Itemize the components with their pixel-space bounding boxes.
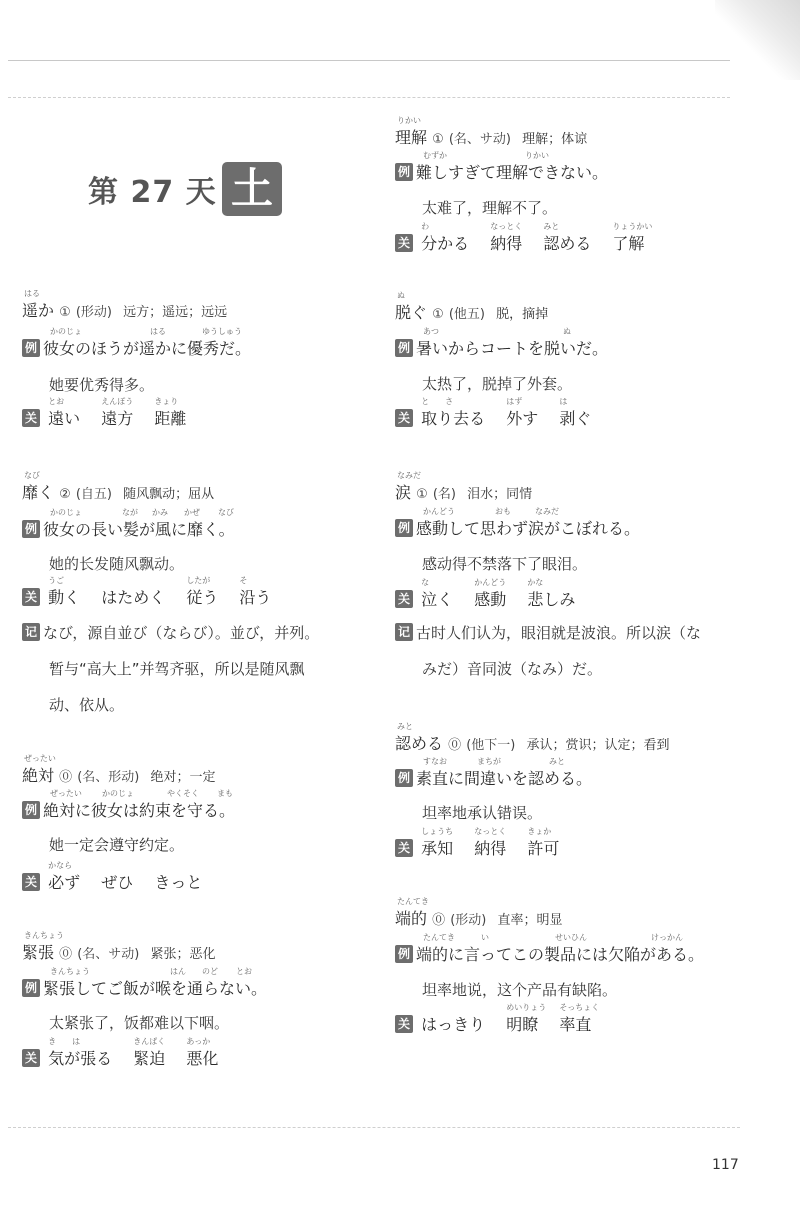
example-translation: 她的长发随风飘动。 [49,555,185,573]
related-ruby: は [559,397,568,406]
related-word: はっきり [421,1015,486,1034]
related-ruby: えんぽう [101,397,134,406]
related-ruby: なっとく [474,827,507,836]
related-word: は 剥ぐ [559,397,592,428]
page-number: 117 [712,1157,739,1173]
related-tag: 关 [22,588,40,606]
top-rule [8,60,730,61]
related-ruby: き は [48,1037,81,1046]
note-line-1: なび，源自並び（ならび）。並び，并列。 [43,624,320,642]
related-tag: 关 [395,839,413,857]
accent-mark: ② [59,487,71,502]
note-tag: 记 [22,623,40,641]
example-tag: 例 [22,979,40,997]
head-word-ruby: ぜったい [24,754,56,763]
note-line-2: 暂与“高大上”并驾齐驱，所以是随风飘 [49,660,305,678]
meaning: 绝对；一定 [150,770,216,785]
head-word: 遥か [22,301,55,320]
example-ruby-1: すなお [423,757,447,766]
example-sentence: 暑いからコートを脱いだ。 [416,339,609,358]
example-ruby-2: りかい [525,151,549,160]
related-word: みと 認める [543,222,592,253]
related-word: かなら 必ず [48,861,81,892]
head-word-ruby: はる [24,289,40,298]
related-word: しょうち 承知 [421,827,454,858]
related-word: とお 遠い [48,397,81,428]
related-tag: 关 [395,590,413,608]
example-ruby-4: まも [217,789,233,798]
related-word: と さ 取り去る [421,397,486,428]
related-ruby: りょうかい [612,222,653,231]
example-tag: 例 [395,519,413,537]
related-tag: 关 [22,1049,40,1067]
example-sentence: 難しすぎて理解できない。 [416,163,609,182]
example-sentence: 素直に間違いを認める。 [416,769,593,788]
example-ruby-3: なみだ [535,507,559,516]
related-word: きょり 距離 [154,397,187,428]
example-translation: 她一定会遵守约定。 [49,836,185,854]
related-word: したが 従う [186,576,219,607]
head-word-ruby: りかい [397,116,421,125]
accent-mark: ① [416,487,428,502]
head-word: 緊張 [22,943,55,962]
part-of-speech: (名、サ动) [77,947,140,962]
note-line-2: みだ）音同波（なみ）だ。 [422,660,603,678]
related-ruby: あっか [186,1037,211,1046]
accent-mark: ① [432,132,444,147]
related-tag: 关 [395,409,413,427]
part-of-speech: (名) [432,487,457,502]
related-ruby: そ [239,576,248,585]
related-ruby: わ [421,222,430,231]
example-sentence: 彼女のほうが遥かに優秀だ。 [43,339,252,358]
related-tag: 关 [22,409,40,427]
meaning: 远方；遥远；远远 [123,305,228,320]
head-word: 涙 [395,483,412,502]
related-word: わ 分かる [421,222,470,253]
related-word: そ 沿う [239,576,272,607]
related-ruby: とお [48,397,65,406]
part-of-speech: (自五) [75,487,113,502]
example-ruby-3: やくそく [167,789,199,798]
accent-mark: ⓪ [432,913,446,928]
example-tag: 例 [22,801,40,819]
head-word-ruby: ぬ [397,291,405,300]
accent-mark: ⓪ [59,770,73,785]
related-ruby: しょうち [421,827,454,836]
meaning: 紧张；恶化 [150,947,216,962]
head-word: 絶対 [22,766,55,785]
head-word: 理解 [395,128,428,147]
related-ruby: かなら [48,861,73,870]
related-word: かんどう 感動 [474,578,507,609]
example-ruby-4: けっかん [651,933,683,942]
example-tag: 例 [395,945,413,963]
meaning: 泪水；同情 [467,487,533,502]
example-translation: 太难了，理解不了。 [422,199,558,217]
example-ruby-1: かのじょ [50,508,82,517]
accent-mark: ⓪ [59,947,73,962]
part-of-speech: (形动) [450,913,487,928]
related-word: かな 悲しみ [527,578,576,609]
related-word: めいりょう 明瞭 [506,1003,547,1034]
note-tag: 记 [395,623,413,641]
related-word: なっとく 納得 [474,827,507,858]
head-word: 認める [395,734,444,753]
frame-top-rule [8,97,730,98]
example-tag: 例 [22,339,40,357]
related-word: うご 動く [48,576,81,607]
part-of-speech: (他五) [448,307,486,322]
example-ruby-4: かぜ [184,508,200,517]
day-badge [222,162,282,216]
related-ruby: したが [186,576,211,585]
example-tag: 例 [395,769,413,787]
example-translation: 坦率地承认错误。 [422,804,543,822]
example-sentence: 彼女の長い髪が風に靡く。 [43,520,235,539]
head-word-ruby: たんてき [397,897,429,906]
example-ruby-3: かみ [152,508,168,517]
part-of-speech: (名、サ动) [448,132,512,147]
head-word-ruby: なみだ [397,471,421,480]
related-ruby: きょり [154,397,179,406]
example-ruby-1: あつ [423,327,439,336]
example-ruby-2: い [481,933,489,942]
example-ruby-5: なび [218,508,234,517]
example-ruby-3: みと [549,757,565,766]
related-tag: 关 [395,234,413,252]
meaning: 脱，摘掉 [496,307,549,322]
related-ruby: と さ [421,397,454,406]
head-word-ruby: なび [24,471,40,480]
related-tag: 关 [395,1015,413,1033]
head-word: 端的 [395,909,428,928]
example-ruby-2: まちが [477,757,501,766]
example-translation: 太紧张了，饭都难以下咽。 [49,1014,230,1032]
part-of-speech: (名、形动) [77,770,140,785]
head-word: 靡く [22,483,55,502]
related-word: あっか 悪化 [186,1037,219,1068]
related-word: き は 気が張る [48,1037,113,1068]
related-ruby: きんぱく [133,1037,166,1046]
related-word: なっとく 納得 [490,222,523,253]
meaning: 直率；明显 [497,913,563,928]
example-tag: 例 [22,520,40,538]
example-ruby-1: ぜったい [50,789,82,798]
related-ruby: な [421,578,430,587]
related-word: はためく [101,588,166,607]
example-ruby-3: のど [202,967,218,976]
related-word: きょか 許可 [527,827,560,858]
example-translation: 坦率地说，这个产品有缺陷。 [422,981,618,999]
page-corner-shadow [715,0,800,80]
example-ruby-1: かのじょ [50,327,82,336]
related-word: な 泣く [421,578,454,609]
example-sentence: 絶対に彼女は約束を守る。 [43,801,236,820]
note-line-1: 古时人们认为，眼泪就是波浪。所以涙（な [416,624,702,642]
head-word-ruby: きんちょう [24,931,64,940]
related-ruby: そっちょく [559,1003,600,1012]
part-of-speech: (形动) [75,305,113,320]
example-ruby-3: ゆうしゅう [202,327,242,336]
related-ruby: うご [48,576,65,585]
example-ruby-2: なが [122,508,138,517]
related-word: りょうかい 了解 [612,222,653,253]
example-ruby-1: かんどう [423,507,455,516]
related-word: えんぽう 遠方 [101,397,134,428]
meaning: 理解；体谅 [522,132,588,147]
related-word: ぜひ [101,873,134,892]
example-sentence: 緊張してご飯が喉を通らない。 [43,979,268,998]
example-ruby-2: おも [495,507,511,516]
day-char: 土 [230,164,273,213]
related-word: そっちょく 率直 [559,1003,600,1034]
head-word: 脱ぐ [395,303,428,322]
head-word-ruby: みと [397,722,413,731]
accent-mark: ① [432,307,444,322]
example-sentence: 端的に言ってこの製品には欠陥がある。 [416,945,705,964]
example-ruby-1: たんてき [423,933,455,942]
example-tag: 例 [395,339,413,357]
related-ruby: かんどう [474,578,507,587]
meaning: 承认；赏识；认定；看到 [526,738,670,753]
example-ruby-1: きんちょう [50,967,90,976]
related-word: はず 外す [506,397,539,428]
related-ruby: はず [506,397,523,406]
example-translation: 太热了，脱掉了外套。 [422,375,573,393]
accent-mark: ① [59,305,71,320]
example-translation: 感动得不禁落下了眼泪。 [422,555,588,573]
related-ruby: きょか [527,827,552,836]
day-title: 第 27 天 [88,175,217,210]
example-ruby-2: はん [170,967,186,976]
related-ruby: なっとく [490,222,523,231]
example-ruby-2: かのじょ [102,789,134,798]
note-line-3: 动、依从。 [49,696,125,714]
example-sentence: 感動して思わず涙がこぼれる。 [416,519,641,538]
example-tag: 例 [395,163,413,181]
meaning: 随风飘动；屈从 [123,487,215,502]
example-translation: 她要优秀得多。 [49,376,155,394]
example-ruby-1: むずか [423,151,447,160]
bottom-rule [8,1127,740,1128]
example-ruby-4: とお [236,967,252,976]
part-of-speech: (他下一) [466,738,516,753]
related-ruby: かな [527,578,544,587]
related-tag: 关 [22,873,40,891]
example-ruby-2: はる [150,327,166,336]
related-word: きんぱく 緊迫 [133,1037,166,1068]
related-word: きっと [154,873,203,892]
example-ruby-2: ぬ [563,327,571,336]
example-ruby-3: せいひん [555,933,587,942]
related-ruby: めいりょう [506,1003,547,1012]
related-ruby: みと [543,222,560,231]
accent-mark: ⓪ [448,738,462,753]
